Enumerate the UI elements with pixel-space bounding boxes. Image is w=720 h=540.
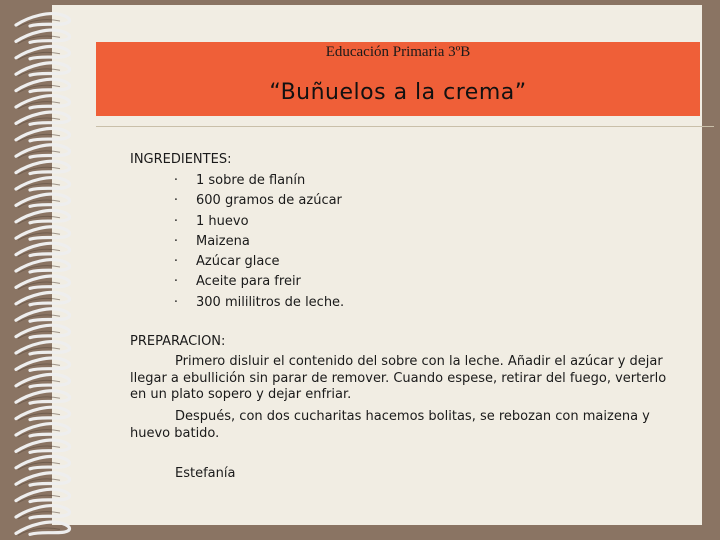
bullet: · (173, 173, 179, 188)
bullet: · (173, 213, 179, 229)
ingredient-text: Aceite para freir (196, 274, 301, 290)
list-item (172, 191, 344, 211)
ingredient-text: 1 huevo (196, 213, 249, 229)
preparation-paragraph: Primero disluir el contenido del sobre con la leche. Añadir el azúcar y dejar llegar a ebullición sin parar de remover. Cuando espese, retirar del fuego, verterlo en un plato sopero y dejar enfriar. (130, 354, 667, 402)
bullet: · (173, 233, 179, 249)
ingredients-heading: INGREDIENTES: (130, 152, 232, 167)
preparation-paragraph: Después, con dos cucharitas hacemos bolitas, se rebozan con maizena y huevo batido. (130, 409, 650, 441)
ingredient-text: 300 mililitros de leche. (196, 294, 345, 310)
list-item (172, 293, 344, 313)
recipe-title: “Buñuelos a la crema” (269, 80, 527, 105)
bullet: · (173, 193, 179, 209)
ingredient-text: 1 sobre de flanín (196, 173, 306, 188)
author-signature: Estefanía (175, 466, 236, 481)
bullet: · (173, 294, 179, 310)
list-item (172, 232, 344, 252)
ingredient-text: 600 gramos de azúcar (196, 193, 342, 209)
bullet: · (173, 274, 179, 290)
list-item (172, 252, 344, 272)
list-item (172, 171, 344, 191)
list-item (172, 212, 344, 232)
school-name: Educación Primaria 3ºB (325, 44, 471, 60)
list-item (172, 272, 344, 292)
ingredient-text: Azúcar glace (196, 254, 280, 270)
ingredient-text: Maizena (196, 233, 250, 249)
bullet: · (173, 254, 179, 270)
header-divider (96, 126, 714, 127)
notebook-spiral-icon (0, 0, 90, 540)
preparation-heading: PREPARACION: (130, 334, 226, 349)
ingredients-list (172, 171, 344, 313)
